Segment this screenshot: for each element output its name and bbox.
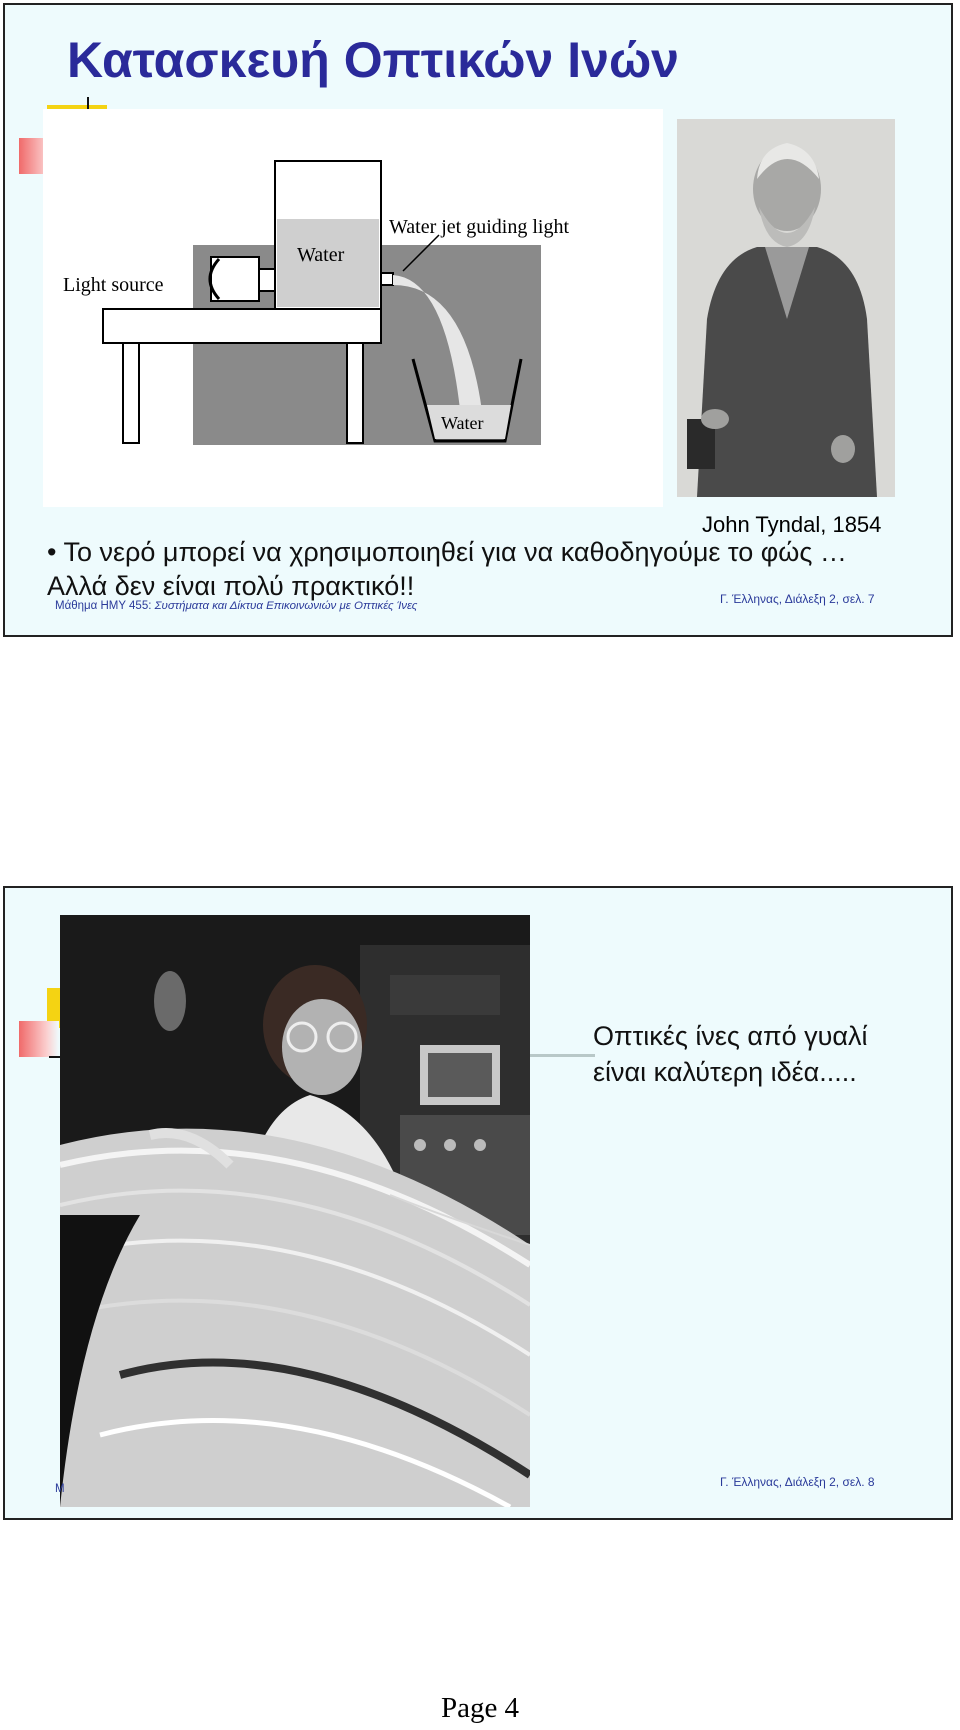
- label-light-source: Light source: [63, 274, 164, 296]
- footer-course-title: Συστήματα και Δίκτυα Επικοινωνιών με Οπτικές Ίνες: [154, 600, 418, 612]
- decor-grey-line: [525, 1054, 595, 1057]
- footer-course-fragment: Μ: [55, 1483, 65, 1495]
- footer-course: [55, 600, 417, 612]
- slide2-text-line-1: Οπτικές ίνες από γυαλί: [593, 1021, 868, 1051]
- footer-author-page: Γ. Έλληνας, Διάλεξη 2, σελ. 7: [720, 592, 875, 606]
- label-water-bucket: Water: [441, 413, 484, 433]
- label-water-tank: Water: [297, 244, 345, 266]
- portrait-caption: John Tyndal, 1854: [702, 512, 882, 537]
- fiber-spool-photo: [60, 915, 530, 1507]
- tyndall-experiment-diagram: [43, 109, 663, 507]
- footer-course-code: Μάθημα ΗΜΥ 455:: [55, 600, 155, 612]
- slide-8: [3, 886, 953, 1520]
- slide-title: Κατασκευή Οπτικών Ινών: [67, 32, 679, 88]
- tyndall-portrait: [677, 119, 895, 497]
- page-number: Page 4: [440, 1692, 520, 1724]
- bullet-text-1: • Το νερό μπορεί να χρησιμοποιηθεί για να καθοδηγούμε το φώς …: [47, 537, 847, 567]
- decor-red-bar: [19, 1021, 59, 1057]
- label-water-jet: Water jet guiding light: [389, 216, 570, 238]
- slide-7: [3, 3, 953, 637]
- bullet-text-2: Αλλά δεν είναι πολύ πρακτικό!!: [47, 571, 415, 601]
- slide2-statement: [593, 1018, 868, 1090]
- footer-author-page: Γ. Έλληνας, Διάλεξη 2, σελ. 8: [720, 1475, 875, 1489]
- slide2-text-line-2: είναι καλύτερη ιδέα.....: [593, 1057, 857, 1087]
